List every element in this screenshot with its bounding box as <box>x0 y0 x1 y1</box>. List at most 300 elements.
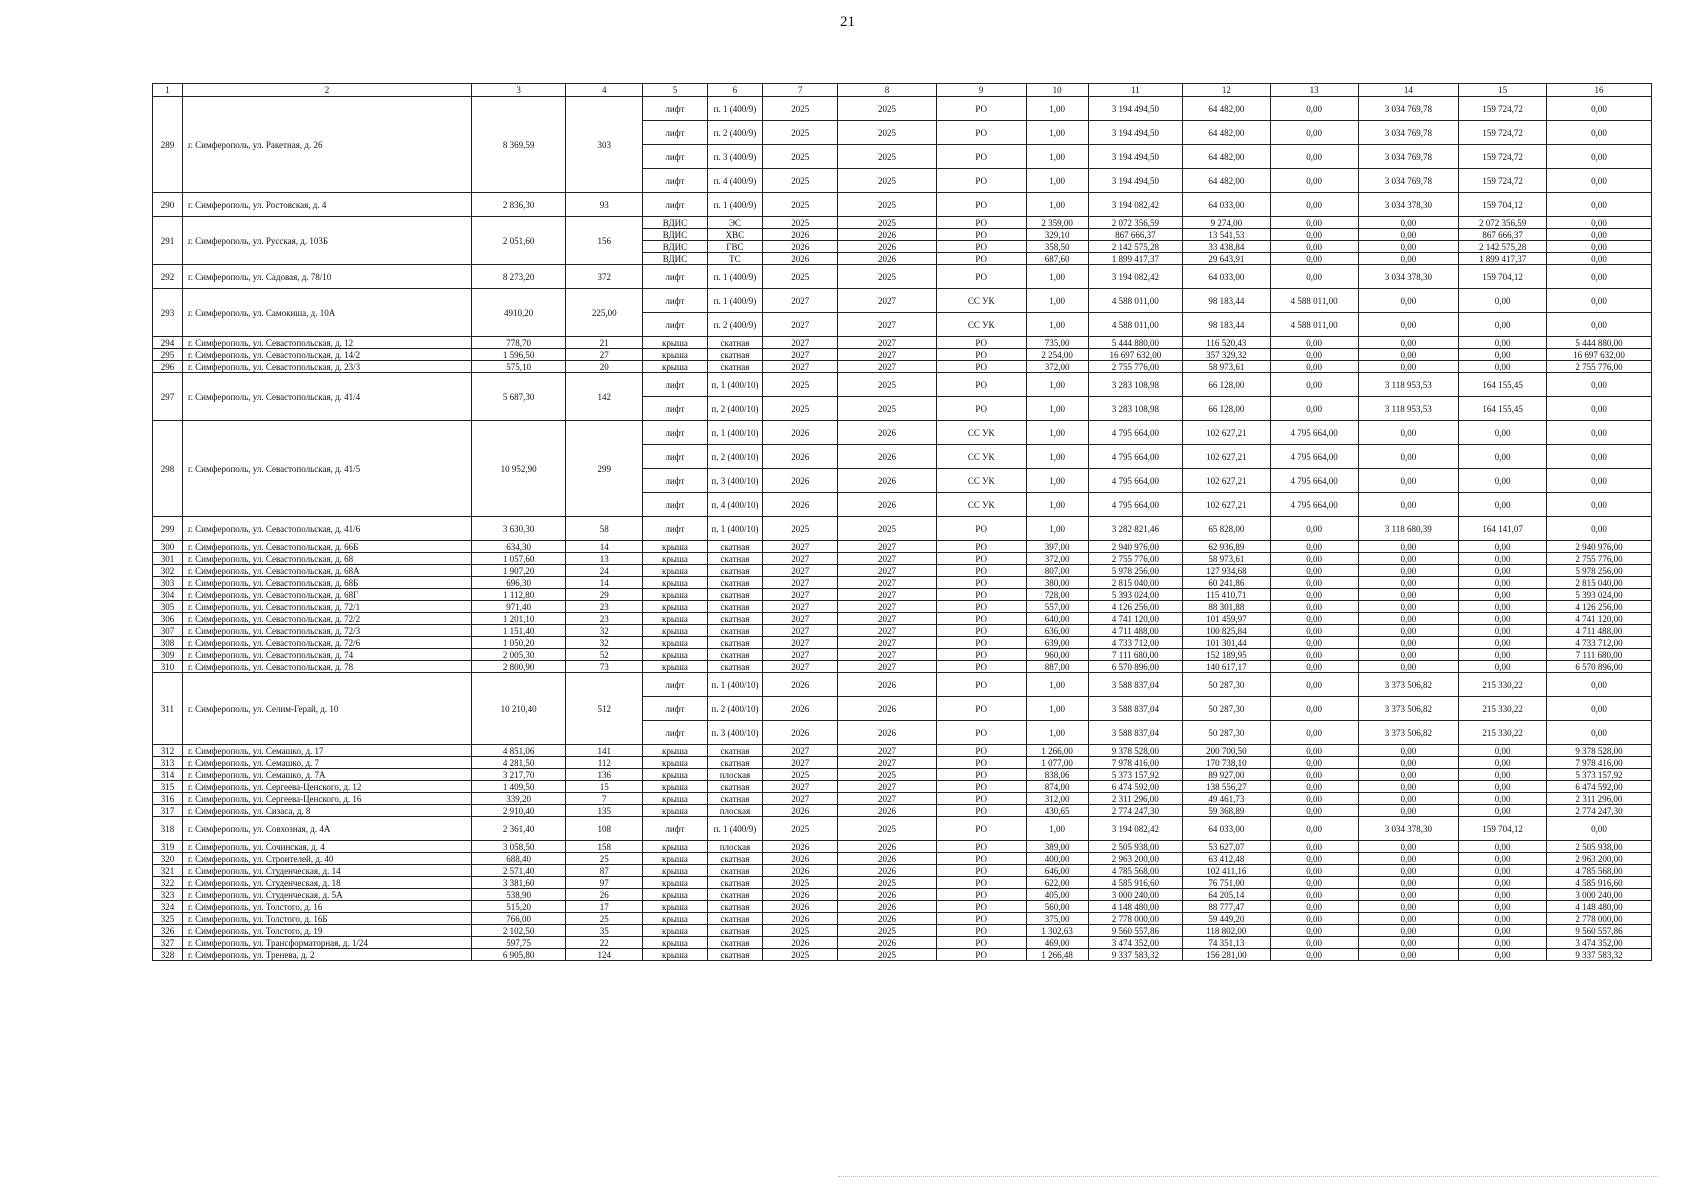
total-cost-cell: 4 148 480,00 <box>1088 901 1182 913</box>
year-start-cell: 2026 <box>763 889 838 901</box>
element-cell: крыша <box>643 877 707 889</box>
work-type-cell: п. 3 (400/10) <box>707 469 763 493</box>
fund-method-cell: РО <box>936 253 1026 265</box>
cost-regional-cell: 0,00 <box>1459 913 1547 925</box>
cost-owners-cell: 0,00 <box>1270 241 1358 253</box>
fund-method-cell: СС УК <box>936 493 1026 517</box>
element-cell: лифт <box>643 721 707 745</box>
cost-fund-cell: 0,00 <box>1358 577 1459 589</box>
table-row <box>153 589 1652 601</box>
cost-regional-cell: 0,00 <box>1459 865 1547 877</box>
element-cell: лифт <box>643 265 707 289</box>
cost-other-cell: 7 978 416,00 <box>1546 757 1651 769</box>
year-start-cell: 2026 <box>763 253 838 265</box>
cost-regional-cell: 0,00 <box>1459 949 1547 961</box>
element-cell: крыша <box>643 757 707 769</box>
cost-regional-cell: 159 724,72 <box>1459 121 1547 145</box>
total-cost-cell: 3 194 494,50 <box>1088 145 1182 169</box>
cost-other-cell: 0,00 <box>1546 253 1651 265</box>
cost-fund-cell: 0,00 <box>1358 589 1459 601</box>
column-number-11: 11 <box>1088 84 1182 97</box>
cost-regional-cell: 0,00 <box>1459 349 1547 361</box>
cost-fund-cell: 3 034 378,30 <box>1358 817 1459 841</box>
year-end-cell: 2026 <box>838 673 937 697</box>
fund-method-cell: РО <box>936 901 1026 913</box>
residents-cell: 32 <box>566 625 643 637</box>
total-cost-cell: 3 588 837,04 <box>1088 721 1182 745</box>
cost-other-cell: 4 126 256,00 <box>1546 601 1651 613</box>
element-cell: лифт <box>643 121 707 145</box>
year-start-cell: 2026 <box>763 229 838 241</box>
area-cell: 515,20 <box>472 901 566 913</box>
cost-owners-cell: 0,00 <box>1270 517 1358 541</box>
cost-other-cell: 0,00 <box>1546 217 1651 229</box>
element-cell: крыша <box>643 349 707 361</box>
area-cell: 1 907,20 <box>472 565 566 577</box>
address-cell: г. Симферополь, ул. Севастопольская, д. 12 <box>182 337 471 349</box>
cost-fund-cell: 0,00 <box>1358 241 1459 253</box>
element-cell: лифт <box>643 373 707 397</box>
total-cost-cell: 9 337 583,32 <box>1088 949 1182 961</box>
total-cost-cell: 4 588 011,00 <box>1088 289 1182 313</box>
table-row <box>153 781 1652 793</box>
unit-cost-cell: 50 287,30 <box>1182 673 1270 697</box>
year-end-cell: 2027 <box>838 553 937 565</box>
unit-cost-cell: 116 520,43 <box>1182 337 1270 349</box>
element-cell: крыша <box>643 553 707 565</box>
table-row <box>153 901 1652 913</box>
year-end-cell: 2026 <box>838 421 937 445</box>
cost-other-cell: 2 815 040,00 <box>1546 577 1651 589</box>
total-cost-cell: 4 795 664,00 <box>1088 445 1182 469</box>
element-cell: крыша <box>643 793 707 805</box>
work-type-cell: скатная <box>707 793 763 805</box>
total-cost-cell: 5 393 024,00 <box>1088 589 1182 601</box>
residents-cell: 24 <box>566 565 643 577</box>
element-cell: крыша <box>643 925 707 937</box>
work-type-cell: п. 1 (400/9) <box>707 265 763 289</box>
address-cell: г. Симферополь, ул. Строителей, д. 40 <box>182 853 471 865</box>
element-cell: лифт <box>643 493 707 517</box>
element-cell: крыша <box>643 601 707 613</box>
row-number-cell: 323 <box>153 889 183 901</box>
address-cell: г. Симферополь, ул. Студенческая, д. 5А <box>182 889 471 901</box>
cost-fund-cell: 0,00 <box>1358 361 1459 373</box>
area-cell: 1 057,60 <box>472 553 566 565</box>
year-end-cell: 2026 <box>838 229 937 241</box>
row-number-cell: 322 <box>153 877 183 889</box>
table-row <box>153 649 1652 661</box>
table-row <box>153 517 1652 541</box>
cost-fund-cell: 0,00 <box>1358 757 1459 769</box>
address-cell: г. Симферополь, ул. Трансформаторная, д. 1/24 <box>182 937 471 949</box>
volume-cell: 400,00 <box>1026 853 1088 865</box>
fund-method-cell: РО <box>936 949 1026 961</box>
total-cost-cell: 16 697 632,00 <box>1088 349 1182 361</box>
element-cell: крыша <box>643 949 707 961</box>
residents-cell: 512 <box>566 673 643 745</box>
work-type-cell: п. 1 (400/9) <box>707 289 763 313</box>
year-end-cell: 2026 <box>838 853 937 865</box>
row-number-cell: 310 <box>153 661 183 673</box>
element-cell: ВДИС <box>643 229 707 241</box>
element-cell: лифт <box>643 421 707 445</box>
year-start-cell: 2026 <box>763 901 838 913</box>
volume-cell: 1,00 <box>1026 721 1088 745</box>
residents-cell: 23 <box>566 613 643 625</box>
total-cost-cell: 3 194 494,50 <box>1088 97 1182 121</box>
cost-owners-cell: 0,00 <box>1270 721 1358 745</box>
address-cell: г. Симферополь, ул. Садовая, д. 78/10 <box>182 265 471 289</box>
volume-cell: 329,10 <box>1026 229 1088 241</box>
cost-other-cell: 0,00 <box>1546 241 1651 253</box>
year-end-cell: 2025 <box>838 769 937 781</box>
cost-other-cell: 0,00 <box>1546 373 1651 397</box>
volume-cell: 405,00 <box>1026 889 1088 901</box>
element-cell: крыша <box>643 361 707 373</box>
cost-other-cell: 5 444 880,00 <box>1546 337 1651 349</box>
year-end-cell: 2027 <box>838 757 937 769</box>
area-cell: 688,40 <box>472 853 566 865</box>
cost-regional-cell: 215 330,22 <box>1459 697 1547 721</box>
unit-cost-cell: 102 627,21 <box>1182 421 1270 445</box>
year-end-cell: 2026 <box>838 697 937 721</box>
year-end-cell: 2026 <box>838 253 937 265</box>
cost-fund-cell: 0,00 <box>1358 649 1459 661</box>
year-start-cell: 2025 <box>763 193 838 217</box>
unit-cost-cell: 200 700,50 <box>1182 745 1270 757</box>
cost-fund-cell: 0,00 <box>1358 949 1459 961</box>
fund-method-cell: РО <box>936 913 1026 925</box>
year-end-cell: 2027 <box>838 541 937 553</box>
work-type-cell: скатная <box>707 853 763 865</box>
total-cost-cell: 3 194 082,42 <box>1088 265 1182 289</box>
total-cost-cell: 3 474 352,00 <box>1088 937 1182 949</box>
column-number-14: 14 <box>1358 84 1459 97</box>
column-number-10: 10 <box>1026 84 1088 97</box>
row-number-cell: 309 <box>153 649 183 661</box>
total-cost-cell: 9 560 557,86 <box>1088 925 1182 937</box>
fund-method-cell: РО <box>936 169 1026 193</box>
table-row <box>153 601 1652 613</box>
total-cost-cell: 3 194 082,42 <box>1088 193 1182 217</box>
element-cell: крыша <box>643 577 707 589</box>
address-cell: г. Симферополь, ул. Тренева, д. 2 <box>182 949 471 961</box>
cost-other-cell: 2 940 976,00 <box>1546 541 1651 553</box>
table-row <box>153 421 1652 445</box>
fund-method-cell: РО <box>936 517 1026 541</box>
cost-owners-cell: 0,00 <box>1270 793 1358 805</box>
fund-method-cell: СС УК <box>936 313 1026 337</box>
volume-cell: 887,00 <box>1026 661 1088 673</box>
total-cost-cell: 6 474 592,00 <box>1088 781 1182 793</box>
cost-owners-cell: 4 795 664,00 <box>1270 493 1358 517</box>
work-type-cell: скатная <box>707 637 763 649</box>
residents-cell: 25 <box>566 913 643 925</box>
unit-cost-cell: 64 482,00 <box>1182 169 1270 193</box>
work-type-cell: ТС <box>707 253 763 265</box>
fund-method-cell: РО <box>936 745 1026 757</box>
work-type-cell: скатная <box>707 661 763 673</box>
volume-cell: 960,00 <box>1026 649 1088 661</box>
address-cell: г. Симферополь, ул. Самокиша, д. 10А <box>182 289 471 337</box>
address-cell: г. Симферополь, ул. Севастопольская, д. 14/2 <box>182 349 471 361</box>
volume-cell: 2 254,00 <box>1026 349 1088 361</box>
cost-regional-cell: 0,00 <box>1459 625 1547 637</box>
cost-fund-cell: 0,00 <box>1358 601 1459 613</box>
cost-other-cell: 0,00 <box>1546 397 1651 421</box>
unit-cost-cell: 59 449,20 <box>1182 913 1270 925</box>
address-cell: г. Симферополь, ул. Севастопольская, д. 74 <box>182 649 471 661</box>
unit-cost-cell: 156 281,00 <box>1182 949 1270 961</box>
work-type-cell: скатная <box>707 757 763 769</box>
unit-cost-cell: 29 643,91 <box>1182 253 1270 265</box>
element-cell: лифт <box>643 673 707 697</box>
cost-other-cell: 0,00 <box>1546 445 1651 469</box>
residents-cell: 303 <box>566 97 643 193</box>
unit-cost-cell: 53 627,07 <box>1182 841 1270 853</box>
cost-regional-cell: 0,00 <box>1459 289 1547 313</box>
unit-cost-cell: 118 802,00 <box>1182 925 1270 937</box>
fund-method-cell: РО <box>936 577 1026 589</box>
unit-cost-cell: 102 411,16 <box>1182 865 1270 877</box>
cost-other-cell: 4 148 480,00 <box>1546 901 1651 913</box>
volume-cell: 560,00 <box>1026 901 1088 913</box>
total-cost-cell: 4 585 916,60 <box>1088 877 1182 889</box>
page-number: 21 <box>840 14 855 30</box>
cost-fund-cell: 0,00 <box>1358 469 1459 493</box>
year-end-cell: 2027 <box>838 577 937 589</box>
year-start-cell: 2026 <box>763 841 838 853</box>
total-cost-cell: 3 282 821,46 <box>1088 517 1182 541</box>
area-cell: 778,70 <box>472 337 566 349</box>
fund-method-cell: РО <box>936 781 1026 793</box>
cost-other-cell: 0,00 <box>1546 673 1651 697</box>
cost-owners-cell: 0,00 <box>1270 589 1358 601</box>
year-end-cell: 2026 <box>838 805 937 817</box>
year-start-cell: 2027 <box>763 577 838 589</box>
year-end-cell: 2027 <box>838 613 937 625</box>
residents-cell: 136 <box>566 769 643 781</box>
year-start-cell: 2027 <box>763 793 838 805</box>
cost-regional-cell: 0,00 <box>1459 661 1547 673</box>
year-start-cell: 2025 <box>763 769 838 781</box>
year-start-cell: 2026 <box>763 865 838 877</box>
cost-fund-cell: 0,00 <box>1358 913 1459 925</box>
table-row <box>153 949 1652 961</box>
cost-fund-cell: 0,00 <box>1358 289 1459 313</box>
address-cell: г. Симферополь, ул. Севастопольская, д. 41/6 <box>182 517 471 541</box>
cost-regional-cell: 0,00 <box>1459 853 1547 865</box>
cost-owners-cell: 0,00 <box>1270 541 1358 553</box>
cost-other-cell: 2 505 938,00 <box>1546 841 1651 853</box>
cost-fund-cell: 0,00 <box>1358 445 1459 469</box>
year-start-cell: 2026 <box>763 469 838 493</box>
cost-owners-cell: 0,00 <box>1270 217 1358 229</box>
work-type-cell: плоская <box>707 769 763 781</box>
cost-owners-cell: 0,00 <box>1270 769 1358 781</box>
cost-regional-cell: 0,00 <box>1459 361 1547 373</box>
cost-owners-cell: 0,00 <box>1270 373 1358 397</box>
cost-fund-cell: 3 118 953,53 <box>1358 373 1459 397</box>
cost-owners-cell: 4 795 664,00 <box>1270 445 1358 469</box>
work-type-cell: скатная <box>707 553 763 565</box>
table-row <box>153 613 1652 625</box>
cost-owners-cell: 0,00 <box>1270 553 1358 565</box>
total-cost-cell: 2 072 356,59 <box>1088 217 1182 229</box>
address-cell: г. Симферополь, ул. Русская, д. 103Б <box>182 217 471 265</box>
unit-cost-cell: 115 410,71 <box>1182 589 1270 601</box>
year-start-cell: 2027 <box>763 661 838 673</box>
residents-cell: 32 <box>566 637 643 649</box>
element-cell: крыша <box>643 865 707 877</box>
cost-other-cell: 2 774 247,30 <box>1546 805 1651 817</box>
row-number-cell: 314 <box>153 769 183 781</box>
work-type-cell: п. 1 (400/10) <box>707 373 763 397</box>
area-cell: 597,75 <box>472 937 566 949</box>
residents-cell: 52 <box>566 649 643 661</box>
cost-other-cell: 2 755 776,00 <box>1546 553 1651 565</box>
cost-fund-cell: 0,00 <box>1358 901 1459 913</box>
cost-owners-cell: 0,00 <box>1270 253 1358 265</box>
address-cell: г. Симферополь, ул. Студенческая, д. 14 <box>182 865 471 877</box>
unit-cost-cell: 13 541,53 <box>1182 229 1270 241</box>
cost-other-cell: 3 474 352,00 <box>1546 937 1651 949</box>
volume-cell: 1 302,63 <box>1026 925 1088 937</box>
address-cell: г. Симферополь, ул. Совхозная, д. 4А <box>182 817 471 841</box>
cost-regional-cell: 159 724,72 <box>1459 97 1547 121</box>
cost-fund-cell: 0,00 <box>1358 937 1459 949</box>
cost-owners-cell: 0,00 <box>1270 637 1358 649</box>
column-number-7: 7 <box>763 84 838 97</box>
year-end-cell: 2025 <box>838 121 937 145</box>
column-number-3: 3 <box>472 84 566 97</box>
cost-regional-cell: 159 704,12 <box>1459 193 1547 217</box>
volume-cell: 640,00 <box>1026 613 1088 625</box>
fund-method-cell: РО <box>936 265 1026 289</box>
residents-cell: 35 <box>566 925 643 937</box>
fund-method-cell: РО <box>936 121 1026 145</box>
year-start-cell: 2027 <box>763 289 838 313</box>
element-cell: лифт <box>643 145 707 169</box>
cost-regional-cell: 0,00 <box>1459 541 1547 553</box>
total-cost-cell: 4 711 488,00 <box>1088 625 1182 637</box>
year-start-cell: 2026 <box>763 673 838 697</box>
year-start-cell: 2025 <box>763 817 838 841</box>
cost-regional-cell: 0,00 <box>1459 769 1547 781</box>
unit-cost-cell: 65 828,00 <box>1182 517 1270 541</box>
cost-fund-cell: 0,00 <box>1358 421 1459 445</box>
volume-cell: 1,00 <box>1026 421 1088 445</box>
total-cost-cell: 2 755 776,00 <box>1088 553 1182 565</box>
cost-owners-cell: 0,00 <box>1270 877 1358 889</box>
year-start-cell: 2027 <box>763 649 838 661</box>
table-row <box>153 373 1652 397</box>
year-end-cell: 2027 <box>838 289 937 313</box>
residents-cell: 135 <box>566 805 643 817</box>
cost-owners-cell: 0,00 <box>1270 673 1358 697</box>
residents-cell: 17 <box>566 901 643 913</box>
year-end-cell: 2025 <box>838 373 937 397</box>
year-start-cell: 2025 <box>763 925 838 937</box>
cost-regional-cell: 0,00 <box>1459 469 1547 493</box>
residents-cell: 25 <box>566 853 643 865</box>
cost-fund-cell: 0,00 <box>1358 625 1459 637</box>
cost-other-cell: 5 978 256,00 <box>1546 565 1651 577</box>
fund-method-cell: РО <box>936 193 1026 217</box>
fund-method-cell: РО <box>936 229 1026 241</box>
table-row <box>153 217 1652 229</box>
residents-cell: 29 <box>566 589 643 601</box>
work-type-cell: п. 2 (400/9) <box>707 121 763 145</box>
address-cell: г. Симферополь, ул. Севастопольская, д. 72/1 <box>182 601 471 613</box>
row-number-cell: 324 <box>153 901 183 913</box>
work-type-cell: плоская <box>707 805 763 817</box>
cost-fund-cell: 0,00 <box>1358 805 1459 817</box>
cost-regional-cell: 0,00 <box>1459 649 1547 661</box>
residents-cell: 108 <box>566 817 643 841</box>
table-row <box>153 877 1652 889</box>
cost-other-cell: 5 393 024,00 <box>1546 589 1651 601</box>
fund-method-cell: РО <box>936 565 1026 577</box>
fund-method-cell: РО <box>936 937 1026 949</box>
cost-owners-cell: 0,00 <box>1270 841 1358 853</box>
total-cost-cell: 5 373 157,92 <box>1088 769 1182 781</box>
volume-cell: 358,50 <box>1026 241 1088 253</box>
table-row <box>153 673 1652 697</box>
fund-method-cell: РО <box>936 241 1026 253</box>
row-number-cell: 308 <box>153 637 183 649</box>
year-start-cell: 2027 <box>763 553 838 565</box>
area-cell: 1 596,50 <box>472 349 566 361</box>
cost-regional-cell: 0,00 <box>1459 745 1547 757</box>
year-end-cell: 2025 <box>838 877 937 889</box>
cost-owners-cell: 4 795 664,00 <box>1270 421 1358 445</box>
volume-cell: 430,65 <box>1026 805 1088 817</box>
cost-regional-cell: 0,00 <box>1459 805 1547 817</box>
element-cell: ВДИС <box>643 217 707 229</box>
area-cell: 8 273,20 <box>472 265 566 289</box>
year-start-cell: 2027 <box>763 637 838 649</box>
work-type-cell: скатная <box>707 541 763 553</box>
cost-other-cell: 0,00 <box>1546 289 1651 313</box>
work-type-cell: скатная <box>707 625 763 637</box>
element-cell: крыша <box>643 781 707 793</box>
element-cell: лифт <box>643 193 707 217</box>
address-cell: г. Симферополь, ул. Толстого, д. 19 <box>182 925 471 937</box>
year-end-cell: 2026 <box>838 841 937 853</box>
volume-cell: 1 266,00 <box>1026 745 1088 757</box>
cost-regional-cell: 159 724,72 <box>1459 169 1547 193</box>
row-number-cell: 312 <box>153 745 183 757</box>
address-cell: г. Симферополь, ул. Севастопольская, д. 68 <box>182 553 471 565</box>
cost-owners-cell: 0,00 <box>1270 193 1358 217</box>
row-number-cell: 305 <box>153 601 183 613</box>
address-cell: г. Симферополь, ул. Севастопольская, д. 68Г <box>182 589 471 601</box>
row-number-cell: 296 <box>153 361 183 373</box>
fund-method-cell: РО <box>936 757 1026 769</box>
cost-other-cell: 4 733 712,00 <box>1546 637 1651 649</box>
cost-owners-cell: 0,00 <box>1270 913 1358 925</box>
cost-fund-cell: 0,00 <box>1358 229 1459 241</box>
fund-method-cell: РО <box>936 361 1026 373</box>
volume-cell: 1,00 <box>1026 265 1088 289</box>
cost-fund-cell: 0,00 <box>1358 565 1459 577</box>
total-cost-cell: 3 283 108,98 <box>1088 397 1182 421</box>
volume-cell: 1,00 <box>1026 373 1088 397</box>
year-end-cell: 2027 <box>838 781 937 793</box>
table-row <box>153 565 1652 577</box>
